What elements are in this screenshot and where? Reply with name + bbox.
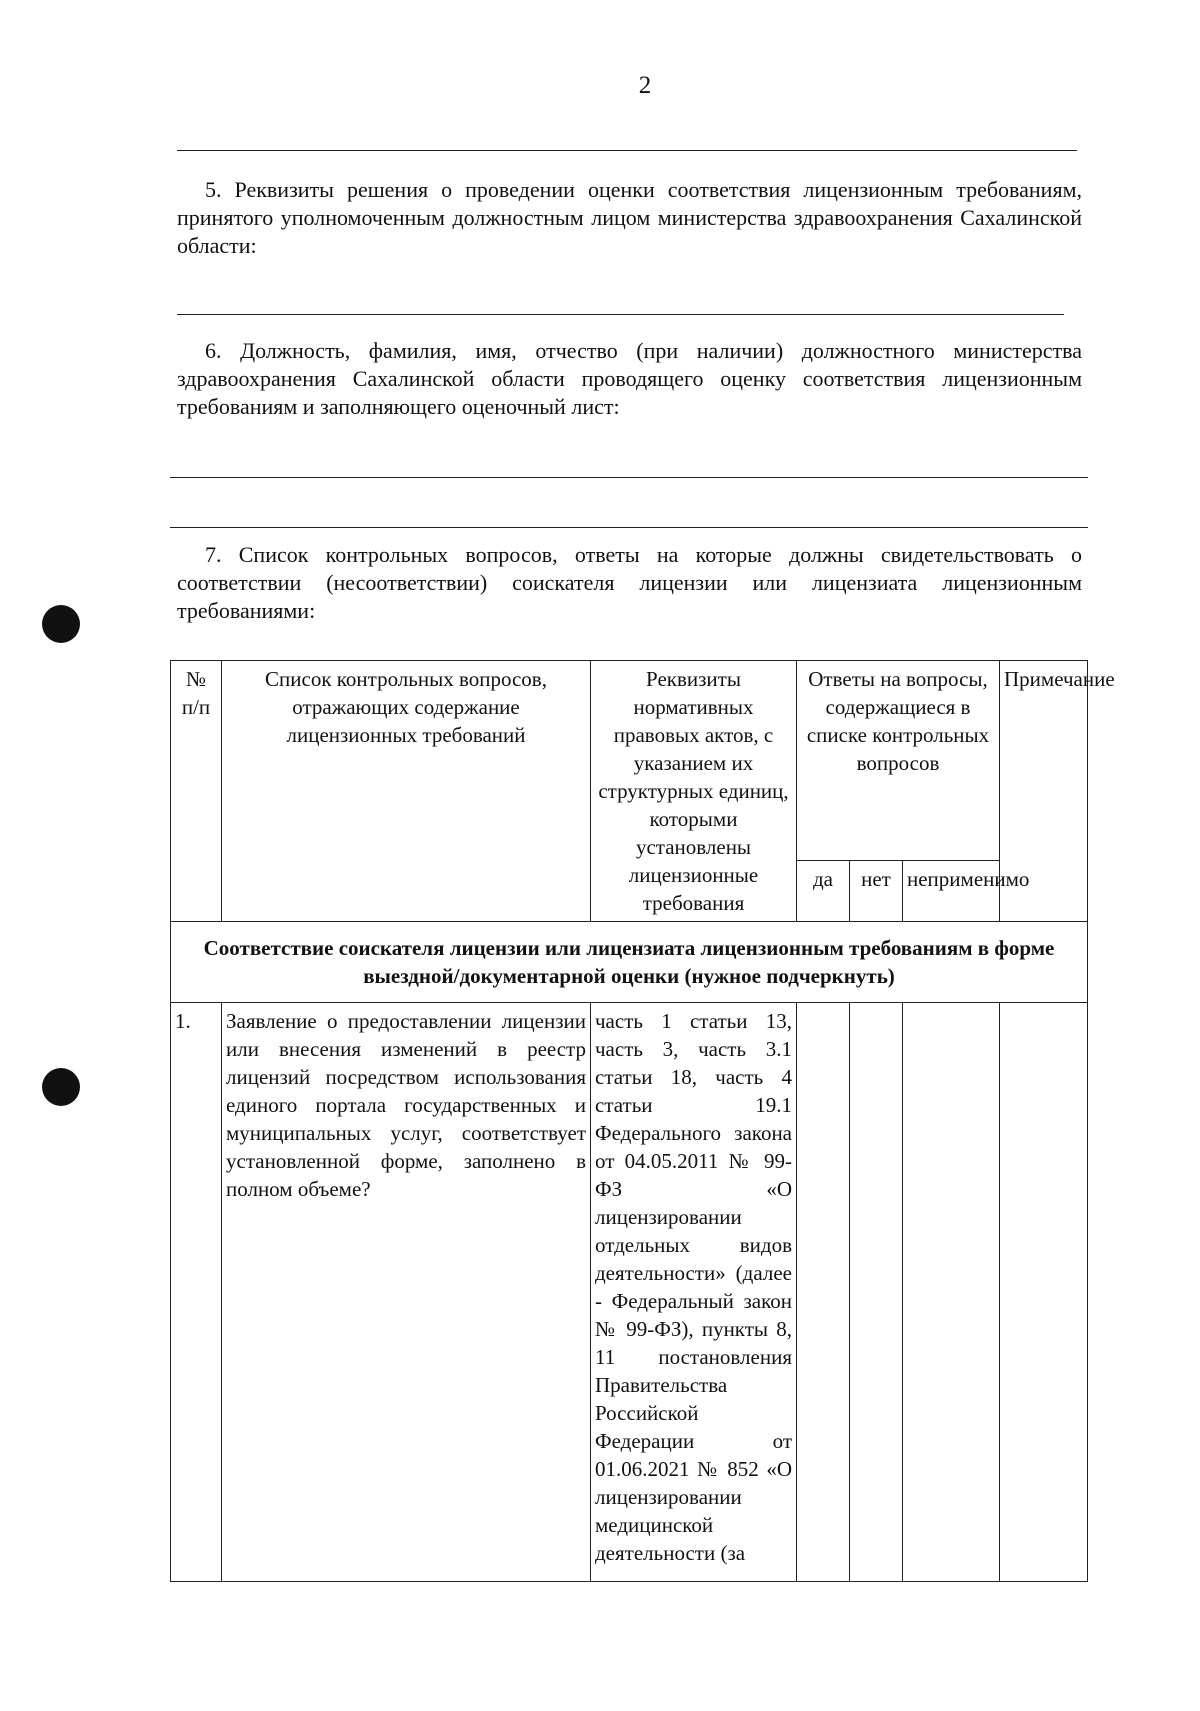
- paragraph-5-text: 5. Реквизиты решения о проведении оценки соответствия лицензионным требованиям, принятого уполномоченным должностным лицом министерства здравоохранения Сахалинской области:: [177, 177, 1082, 258]
- row-note[interactable]: [1000, 1003, 1088, 1582]
- header-num: № п/п: [171, 661, 222, 922]
- paragraph-6: [177, 337, 1082, 421]
- answer-yes-cell[interactable]: [797, 1003, 850, 1582]
- header-note: Примечание: [1000, 661, 1088, 922]
- section-title: Соответствие соискателя лицензии или лицензиата лицензионным требованиям в форме выездной/документарной оценки (нужное подчеркнуть): [171, 922, 1088, 1003]
- paragraph-5: [177, 176, 1082, 260]
- checklist-table: [170, 660, 1115, 1582]
- header-na: неприменимо: [903, 860, 1000, 921]
- answer-no-cell[interactable]: [850, 1003, 903, 1582]
- answer-na-cell[interactable]: [903, 1003, 1000, 1582]
- row-acts: часть 1 статьи 13, часть 3, часть 3.1 статьи 18, часть 4 статьи 19.1 Федерального закона от 04.05.2011 № 99-ФЗ «О лицензировании отдельных видов деятельности» (далее - Федеральный закон № 99-ФЗ), пункты 8, 11 постановления Правительства Российской Федерации от 01.06.2021 № 852 «О лицензировании медицинской деятельности (за: [591, 1003, 797, 1582]
- header-yes: да: [797, 860, 850, 921]
- fill-line: [177, 314, 1064, 315]
- fill-line: [177, 150, 1077, 151]
- section-row: [171, 922, 1088, 1003]
- paragraph-7-text: 7. Список контрольных вопросов, ответы на которые должны свидетельствовать о соответствии (несоответствии) соискателя лицензии или лицензиата лицензионным требованиями:: [177, 542, 1082, 623]
- fill-line: [170, 527, 1088, 528]
- binder-hole: [42, 605, 80, 643]
- row-num: 1.: [171, 1003, 222, 1582]
- paragraph-6-text: 6. Должность, фамилия, имя, отчество (при наличии) должностного министерства здравоохранения Сахалинской области проводящего оценку соответствия лицензионным требованиям и заполняющего оценочный лист:: [177, 338, 1082, 419]
- header-no: нет: [850, 860, 903, 921]
- binder-hole: [42, 1068, 80, 1106]
- table-row: [171, 1003, 1088, 1582]
- header-row: [171, 661, 1088, 861]
- header-answers: Ответы на вопросы, содержащиеся в списке контрольных вопросов: [797, 661, 1000, 861]
- header-acts: Реквизиты нормативных правовых актов, с указанием их структурных единиц, которыми установлены лицензионные требования: [591, 661, 797, 922]
- row-question: Заявление о предоставлении лицензии или внесения изменений в реестр лицензий посредством использования единого портала государственных и муниципальных услуг, соответствует установленной форме, заполнено в полном объеме?: [222, 1003, 591, 1582]
- fill-line: [170, 477, 1088, 478]
- paragraph-7: [177, 541, 1082, 625]
- page-number: 2: [638, 72, 652, 99]
- header-questions: Список контрольных вопросов, отражающих содержание лицензионных требований: [222, 661, 591, 922]
